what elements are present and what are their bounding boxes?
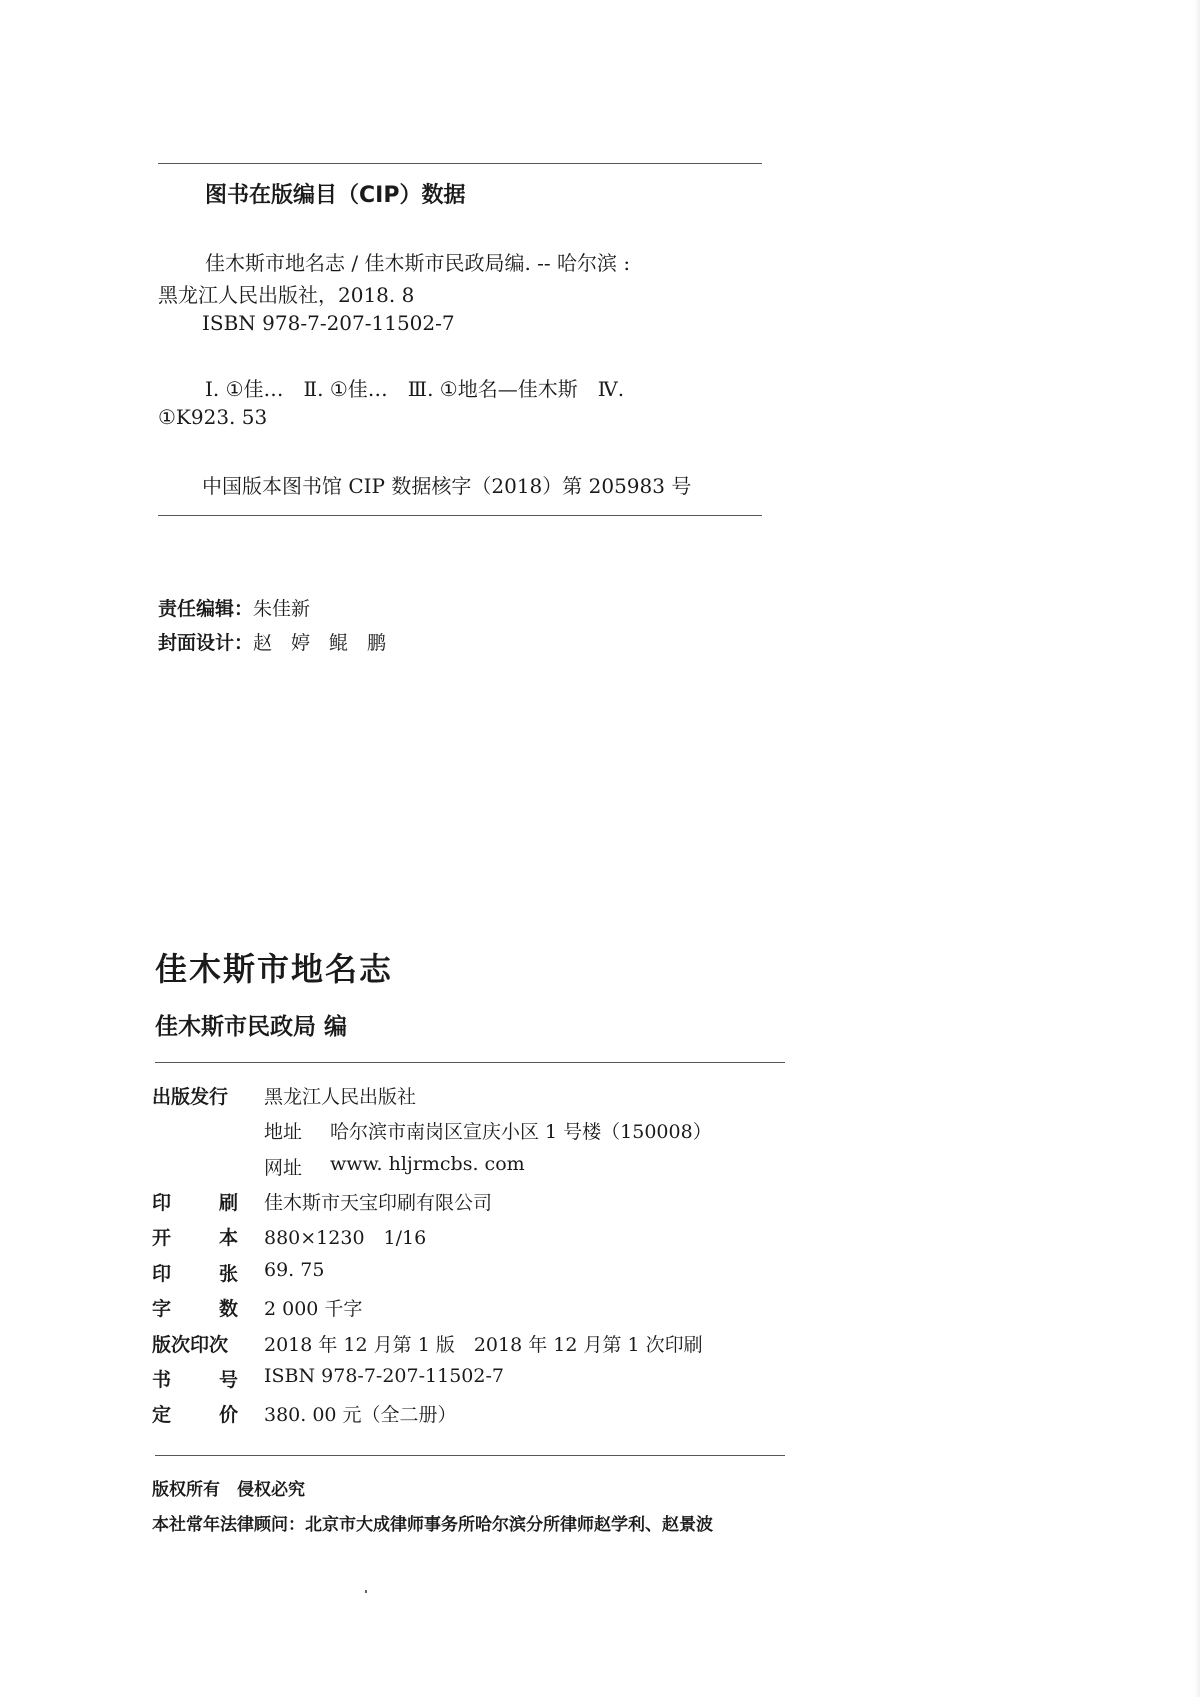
printer-value: 佳木斯市天宝印刷有限公司 xyxy=(264,1192,493,1214)
editor-label: 责任编辑： xyxy=(158,598,254,620)
address-label: 地址 xyxy=(264,1121,303,1143)
format-value: 880×1230 1/16 xyxy=(264,1227,427,1249)
copyright-notice: 版权所有 侵权必究 xyxy=(152,1480,305,1500)
price-value: 380. 00 元（全二册） xyxy=(264,1404,457,1426)
pub-top-rule xyxy=(155,1062,785,1063)
book-author: 佳木斯市民政局 编 xyxy=(155,1014,348,1040)
sheets-value: 69. 75 xyxy=(264,1259,325,1281)
printer-label: 印 刷 xyxy=(152,1192,238,1214)
scan-edge-shadow xyxy=(1194,0,1200,1697)
pub-bottom-rule xyxy=(155,1455,785,1456)
editor-value: 朱佳新 xyxy=(253,598,311,620)
cover-design-value: 赵 婷 鲲 鹏 xyxy=(253,632,387,654)
legal-advisor: 本社常年法律顾问：北京市大成律师事务所哈尔滨分所律师赵学利、赵景波 xyxy=(152,1515,713,1535)
cip-line-2: 黑龙江人民出版社，2018. 8 xyxy=(158,283,415,307)
website-value: www. hljrmcbs. com xyxy=(330,1153,525,1175)
website-label: 网址 xyxy=(264,1157,303,1179)
scan-speck xyxy=(365,1590,367,1593)
publisher-label: 出版发行 xyxy=(152,1086,229,1108)
wordcount-value: 2 000 千字 xyxy=(264,1298,363,1320)
isbn-value: ISBN 978-7-207-11502-7 xyxy=(264,1365,504,1387)
cip-classification-2: ①K923. 53 xyxy=(158,405,268,429)
edition-value: 2018 年 12 月第 1 版 2018 年 12 月第 1 次印刷 xyxy=(264,1334,703,1356)
price-label: 定 价 xyxy=(152,1404,238,1426)
book-title: 佳木斯市地名志 xyxy=(155,950,394,988)
cip-line-1: 佳木斯市地名志 / 佳木斯市民政局编. -- 哈尔滨 : xyxy=(205,251,631,275)
edition-label: 版次印次 xyxy=(152,1334,229,1356)
wordcount-label: 字 数 xyxy=(152,1298,238,1320)
cip-classification-1: Ⅰ. ①佳… Ⅱ. ①佳… Ⅲ. ①地名—佳木斯 Ⅳ. xyxy=(205,377,625,401)
cip-isbn: ISBN 978-7-207-11502-7 xyxy=(202,311,455,335)
cip-bottom-rule xyxy=(158,515,762,516)
cover-design-label: 封面设计： xyxy=(158,632,254,654)
publisher-value: 黑龙江人民出版社 xyxy=(264,1086,417,1108)
cip-top-rule xyxy=(158,163,762,164)
format-label: 开 本 xyxy=(152,1227,238,1249)
editor-line xyxy=(158,594,310,621)
sheets-label: 印 张 xyxy=(152,1263,238,1285)
cip-number: 中国版本图书馆 CIP 数据核字（2018）第 205983 号 xyxy=(202,474,692,498)
cip-heading: 图书在版编目（CIP）数据 xyxy=(205,183,466,208)
address-value: 哈尔滨市南岗区宣庆小区 1 号楼（150008） xyxy=(330,1121,712,1143)
isbn-label: 书 号 xyxy=(152,1369,238,1391)
cover-design-line xyxy=(158,628,386,655)
